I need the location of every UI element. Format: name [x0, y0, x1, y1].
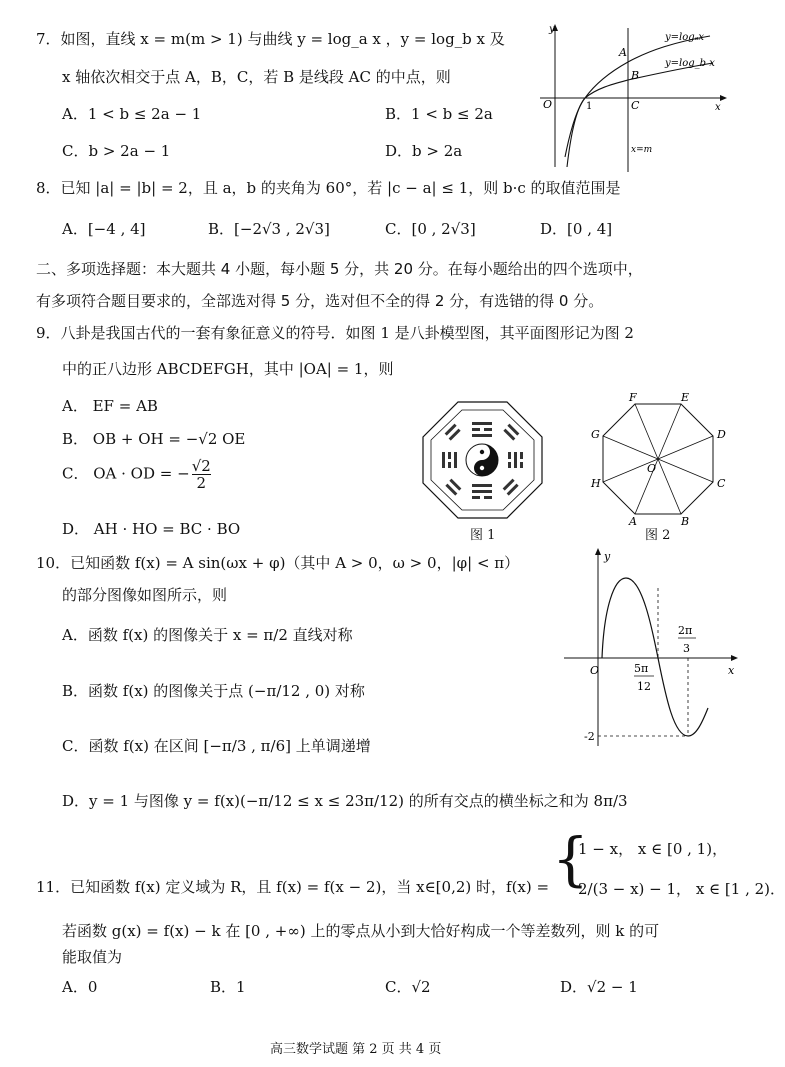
octagon-label-B: B	[681, 515, 690, 528]
q7-label-x: x	[715, 102, 721, 113]
q10-stem-line2: 的部分图像如图所示，则	[62, 586, 228, 604]
q8-stem: 8．已知 |a| = |b| = 2，且 a，b 的夹角为 60°，若 |c − a| ≤ 1，则 b·c 的取值范围是	[36, 179, 621, 197]
q7-option-c: C．b > 2a − 1	[62, 142, 171, 160]
octagon-label-A: A	[629, 515, 637, 528]
q10-label-2pi-den: 3	[683, 642, 690, 655]
q7-option-d: D．b > 2a	[385, 142, 463, 160]
q7-label-y: y	[549, 24, 555, 35]
q7-label-1: 1	[586, 101, 593, 112]
q9-octagon-figure	[585, 392, 735, 527]
q9-stem-line1: 9．八卦是我国古代的一套有象征意义的符号．如图 1 是八卦模型图，其平面图形记为图 2	[36, 324, 634, 342]
q10-label-min: -2	[584, 730, 595, 743]
q10-sine-graph	[562, 548, 740, 748]
q10-label-5pi-num: 5π	[634, 662, 649, 675]
q10-option-b: B．函数 f(x) 的图像关于点 (−π/12 , 0) 对称	[62, 682, 365, 700]
q10-label-2pi-num: 2π	[678, 624, 693, 637]
q11-option-c: C．√2	[385, 978, 431, 996]
octagon-label-D: D	[717, 428, 726, 441]
q10-label-y: y	[604, 550, 611, 563]
q9-option-c-fraction	[192, 458, 211, 491]
q10-option-c: C．函数 f(x) 在区间 [−π/3 , π/6] 上单调递增	[62, 737, 371, 755]
q9-bagua-figure	[420, 400, 545, 520]
section2-line1: 二、多项选择题：本大题共 4 小题，每小题 5 分，共 20 分。在每小题给出的四个选项中，	[36, 260, 643, 278]
q8-option-b: B．[−2√3 , 2√3]	[208, 220, 330, 238]
q9-option-c-num: √2	[191, 457, 211, 475]
q7-curve-b-label: y=log_b x	[665, 58, 715, 69]
q7-option-b: B．1 < b ≤ 2a	[385, 105, 493, 123]
section2-line2: 有多项符合题目要求的，全部选对得 5 分，选对但不全的得 2 分，有选错的得 0 分。	[36, 292, 604, 310]
q10-stem-line1: 10．已知函数 f(x) = A sin(ωx + φ)（其中 A > 0，ω > 0，|φ| < π）	[36, 554, 520, 572]
q7-label-B: B	[631, 69, 640, 82]
q7-label-O: O	[543, 98, 553, 111]
q8-option-d: D．[0 , 4]	[540, 220, 613, 238]
q9-option-a: A． EF = AB	[62, 397, 158, 415]
q8-option-c: C．[0 , 2√3]	[385, 220, 476, 238]
q11-option-b: B．1	[210, 978, 246, 996]
q9-option-c	[62, 458, 213, 491]
q10-label-O: O	[590, 664, 600, 677]
q11-option-d: D．√2 − 1	[560, 978, 638, 996]
q9-option-b: B． OB + OH = −√2 OE	[62, 430, 246, 448]
q7-line-label: x=m	[631, 145, 653, 155]
q11-line3: 能取值为	[62, 948, 123, 966]
q10-label-x: x	[728, 664, 735, 677]
q10-option-a: A．函数 f(x) 的图像关于 x = π/2 直线对称	[62, 626, 353, 644]
octagon-label-E: E	[681, 391, 690, 404]
q11-piece1: 1 − x， x ∈ [0 , 1)，	[578, 840, 728, 858]
q8-option-a: A．[−4 , 4]	[62, 220, 146, 238]
q9-option-d: D． AH · HO = BC · BO	[62, 520, 241, 538]
octagon-label-C: C	[717, 477, 726, 490]
q11-stem: 11．已知函数 f(x) 定义域为 R，且 f(x) = f(x − 2)，当 x∈[0,2) 时，f(x) =	[36, 878, 550, 896]
q11-piece2: 2/(3 − x) − 1， x ∈ [1 , 2)．	[578, 880, 785, 898]
octagon-label-O: O	[647, 462, 657, 475]
q7-label-C: C	[631, 99, 640, 112]
page-footer: 高三数学试题 第 2 页 共 4 页	[270, 1042, 442, 1057]
q7-stem-line1: 7．如图，直线 x = m(m > 1) 与曲线 y = log_a x ，y = log_b x 及	[36, 30, 505, 48]
q9-stem-line2: 中的正八边形 ABCDEFGH，其中 |OA| = 1，则	[62, 360, 394, 378]
q7-log-figure	[535, 22, 730, 172]
q9-option-c-prefix: C． OA · OD = −	[62, 464, 190, 483]
octagon-label-H: H	[591, 477, 601, 490]
q10-label-5pi-den: 12	[637, 680, 651, 693]
q11-option-a: A．0	[62, 978, 98, 996]
q7-curve-a-label: y=logₐx	[665, 32, 705, 43]
q11-brace: {	[552, 825, 589, 893]
q7-label-A: A	[619, 46, 627, 59]
octagon-label-G: G	[591, 428, 600, 441]
q9-option-c-den: 2	[196, 474, 207, 492]
q7-option-a: A．1 < b ≤ 2a − 1	[62, 105, 202, 123]
q10-option-d: D．y = 1 与图像 y = f(x)(−π/12 ≤ x ≤ 23π/12) 的所有交点的横坐标之和为 8π/3	[62, 792, 628, 810]
q11-line2: 若函数 g(x) = f(x) − k 在 [0 , +∞) 上的零点从小到大恰好构成一个等差数列，则 k 的可	[62, 922, 660, 940]
q7-stem-line2: x 轴依次相交于点 A，B，C，若 B 是线段 AC 的中点，则	[62, 68, 451, 86]
q9-figure1-caption: 图 1	[470, 528, 496, 543]
q9-figure2-caption: 图 2	[645, 528, 671, 543]
octagon-label-F: F	[629, 391, 637, 404]
